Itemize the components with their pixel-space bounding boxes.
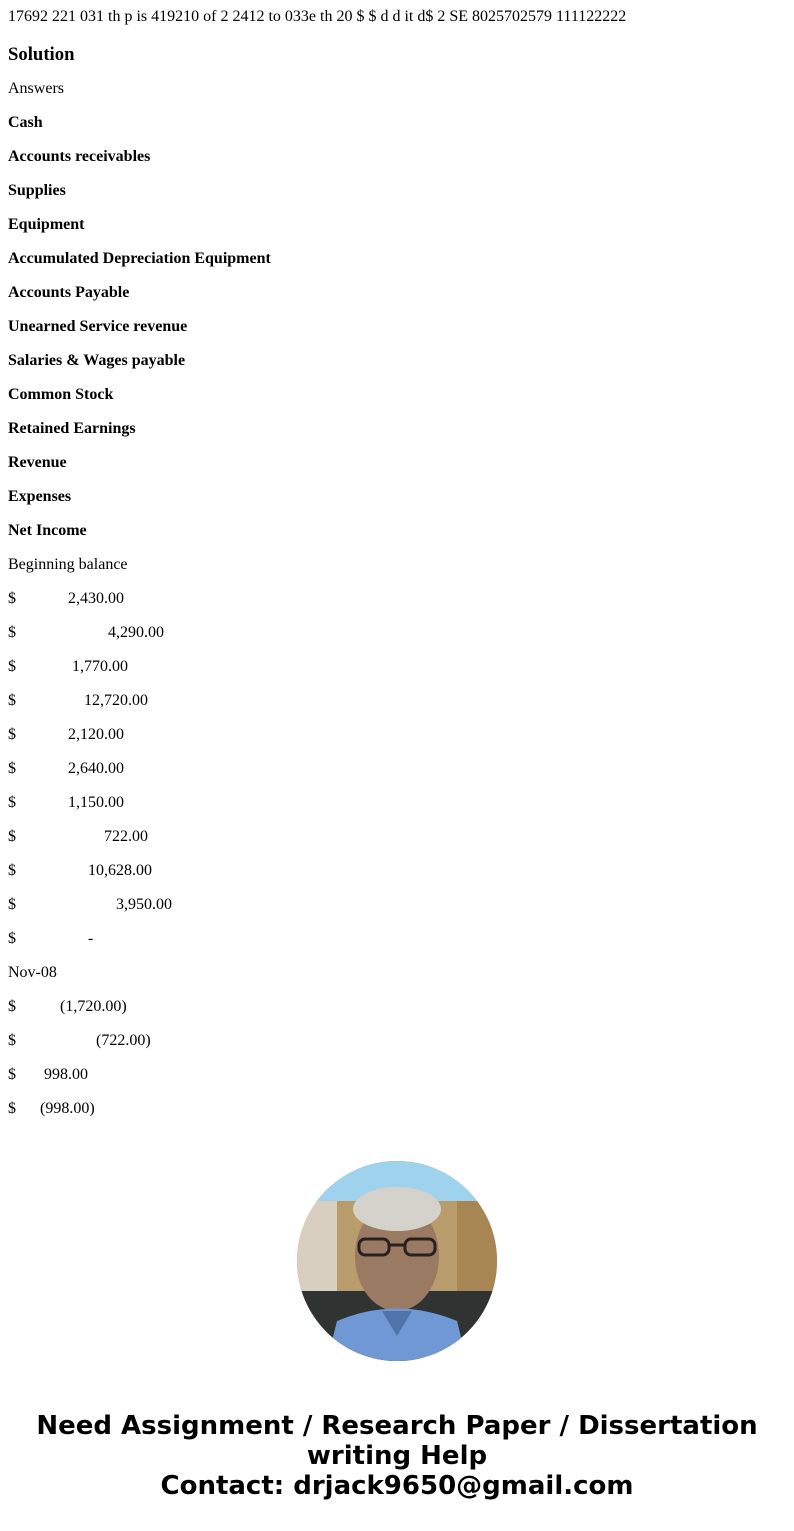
currency-symbol: $ bbox=[8, 692, 16, 709]
balance-value: 2,640.00 bbox=[68, 760, 124, 777]
currency-symbol: $ bbox=[8, 760, 16, 777]
balance-row bbox=[8, 684, 786, 718]
account-equipment: Equipment bbox=[8, 216, 85, 233]
avatar bbox=[297, 1161, 497, 1361]
nov-value: (1,720.00) bbox=[60, 998, 127, 1015]
balance-row bbox=[8, 854, 786, 888]
account-salaries-wages-payable: Salaries & Wages payable bbox=[8, 352, 186, 369]
balance-row bbox=[8, 752, 786, 786]
currency-symbol: $ bbox=[8, 930, 16, 947]
account-unearned-service-revenue: Unearned Service revenue bbox=[8, 318, 188, 335]
account-common-stock: Common Stock bbox=[8, 386, 114, 403]
answers-label: Answers bbox=[8, 80, 64, 97]
account-revenue: Revenue bbox=[8, 454, 67, 471]
document-body bbox=[0, 8, 794, 1126]
balance-row bbox=[8, 650, 786, 684]
nov-row bbox=[8, 1024, 786, 1058]
balance-value: 2,120.00 bbox=[68, 726, 124, 743]
account-expenses: Expenses bbox=[8, 488, 72, 505]
balance-value: 10,628.00 bbox=[88, 862, 152, 879]
beginning-balance-label: Beginning balance bbox=[8, 556, 128, 573]
account-accounts-payable: Accounts Payable bbox=[8, 284, 130, 301]
currency-symbol: $ bbox=[8, 896, 16, 913]
nov-row bbox=[8, 990, 786, 1024]
balance-row bbox=[8, 922, 786, 956]
balance-row bbox=[8, 582, 786, 616]
balance-value: 2,430.00 bbox=[68, 590, 124, 607]
currency-symbol: $ bbox=[8, 624, 16, 641]
balance-row bbox=[8, 888, 786, 922]
currency-symbol: $ bbox=[8, 998, 16, 1015]
currency-symbol: $ bbox=[8, 862, 16, 879]
balance-value: 4,290.00 bbox=[108, 624, 164, 641]
garbled-header-text: 17692 221 031 th p is 419210 of 2 2412 to 033e th 20 $ $ d d it d$ 2 SE 8025702579 111122222 bbox=[8, 8, 627, 25]
currency-symbol: $ bbox=[8, 828, 16, 845]
currency-symbol: $ bbox=[8, 590, 16, 607]
balance-value: - bbox=[88, 930, 94, 947]
balance-value: 3,950.00 bbox=[116, 896, 172, 913]
footer-promo bbox=[0, 1161, 794, 1501]
balance-row bbox=[8, 786, 786, 820]
account-net-income: Net Income bbox=[8, 522, 87, 539]
date-label: Nov-08 bbox=[8, 964, 57, 981]
balance-value: 12,720.00 bbox=[84, 692, 148, 709]
account-cash: Cash bbox=[8, 114, 43, 131]
currency-symbol: $ bbox=[8, 1032, 16, 1049]
solution-heading: Solution bbox=[8, 44, 75, 65]
account-supplies: Supplies bbox=[8, 182, 66, 199]
account-accumulated-depreciation: Accumulated Depreciation Equipment bbox=[8, 250, 271, 267]
contact-email: Contact: drjack9650@gmail.com bbox=[160, 1471, 634, 1501]
currency-symbol: $ bbox=[8, 658, 16, 675]
nov-row bbox=[8, 1058, 786, 1092]
balance-value: 1,150.00 bbox=[68, 794, 124, 811]
contact-cta bbox=[0, 1411, 794, 1501]
balance-value: 722.00 bbox=[104, 828, 148, 845]
balance-row bbox=[8, 820, 786, 854]
nov-value: (722.00) bbox=[96, 1032, 151, 1049]
account-accounts-receivables: Accounts receivables bbox=[8, 148, 151, 165]
cta-line: writing Help bbox=[306, 1441, 488, 1471]
nov-value: (998.00) bbox=[40, 1100, 95, 1117]
currency-symbol: $ bbox=[8, 726, 16, 743]
cta-line: Need Assignment / Research Paper / Dissertation bbox=[36, 1411, 758, 1441]
nov-value: 998.00 bbox=[44, 1066, 88, 1083]
balance-row bbox=[8, 718, 786, 752]
currency-symbol: $ bbox=[8, 794, 16, 811]
nov-row bbox=[8, 1092, 786, 1126]
currency-symbol: $ bbox=[8, 1066, 16, 1083]
person-portrait-icon bbox=[297, 1161, 497, 1361]
account-retained-earnings: Retained Earnings bbox=[8, 420, 136, 437]
balance-value: 1,770.00 bbox=[72, 658, 128, 675]
currency-symbol: $ bbox=[8, 1100, 16, 1117]
balance-row bbox=[8, 616, 786, 650]
